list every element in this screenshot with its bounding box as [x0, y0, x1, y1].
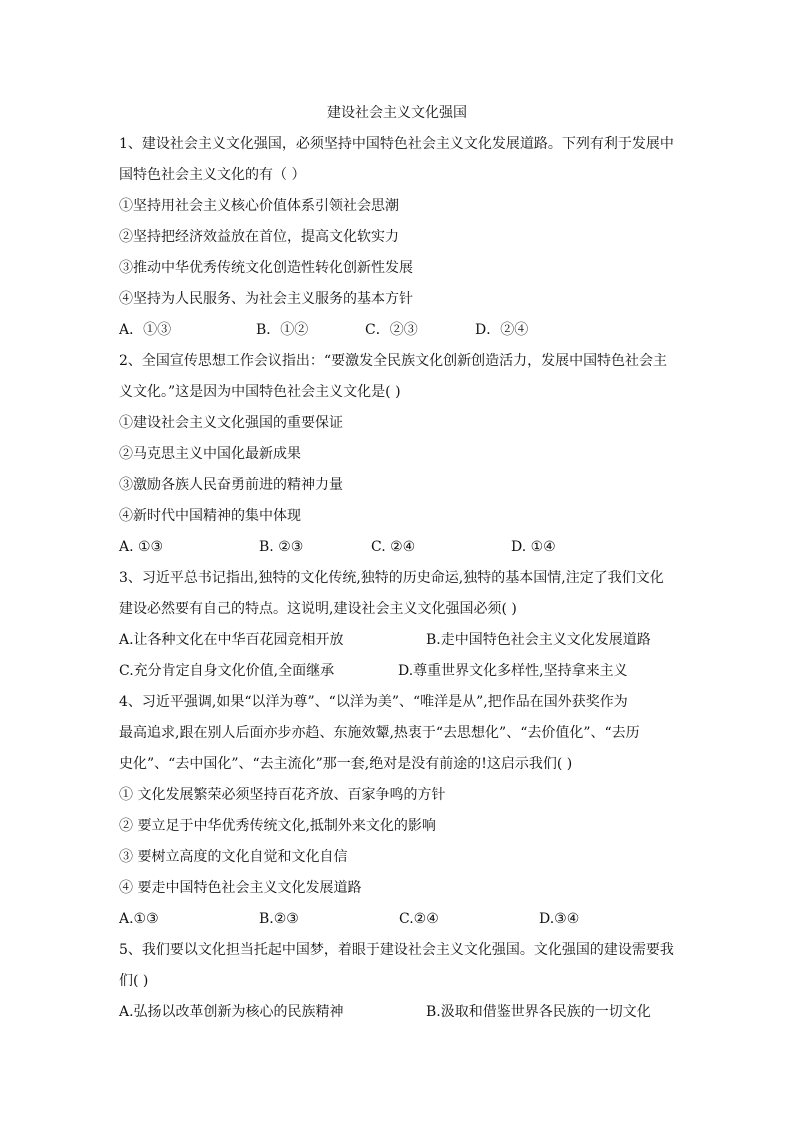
question-2-item-2: ②马克思主义中国化最新成果 [119, 446, 301, 462]
option-a: A.弘扬以改革创新为核心的民族精神 [119, 1004, 344, 1020]
option-a: A．①③ [119, 322, 172, 338]
question-4-item-4: ④ 要走中国特色社会主义文化发展道路 [119, 880, 362, 896]
question-2-stem: 2、全国宣传思想工作会议指出：“要激发全民族文化创新创造活力，发展中国特色社会主 [119, 353, 668, 369]
question-2-item-3: ③激励各族人民奋勇前进的精神力量 [119, 477, 343, 493]
question-5-options-row-1 [119, 999, 681, 1030]
question-1-options [119, 317, 681, 348]
option-d: D．②④ [475, 322, 529, 338]
option-b: B．①② [256, 322, 309, 338]
question-2-options [119, 534, 681, 565]
question-5-stem: 5、我们要以文化担当托起中国梦，着眼于建设社会主义文化强国。文化强国的建设需要我 [119, 942, 674, 958]
question-3-stem: 3、习近平总书记指出,独特的文化传统,独特的历史命运,独特的基本国情,注定了我们文化 [119, 570, 664, 586]
option-b: B. ②③ [259, 539, 304, 555]
question-1-item-3: ③推动中华优秀传统文化创造性转化创新性发展 [119, 260, 413, 276]
question-2-stem-cont: 义文化。”这是因为中国特色社会主义文化是( ) [119, 384, 401, 400]
question-4-stem: 4、习近平强调,如果“以洋为尊”、“以洋为美”、“唯洋是从”,把作品在国外获奖作为 [119, 694, 628, 710]
question-4-stem-cont-1: 最高追求,跟在别人后面亦步亦趋、东施效颦,热衷于“去思想化”、“去价值化”、“去历 [119, 725, 640, 741]
question-4-stem-cont-2: 史化”、“去中国化”、“去主流化”那一套,绝对是没有前途的!这启示我们( ) [119, 756, 573, 772]
question-list [119, 131, 681, 1030]
option-a: A. ①③ [119, 539, 164, 555]
option-c: C.②④ [399, 911, 439, 927]
option-b: B.②③ [259, 911, 299, 927]
option-d: D.③④ [539, 911, 580, 927]
question-3-options-row-1 [119, 627, 681, 658]
question-1-item-1: ①坚持用社会主义核心价值体系引领社会思潮 [119, 198, 399, 214]
question-3-stem-cont: 建设必然要有自己的特点。这说明,建设社会主义文化强国必须( ) [119, 601, 517, 617]
question-3-options-row-2 [119, 658, 681, 689]
option-a: A.①③ [119, 911, 159, 927]
question-1-stem: 1、建设社会主义文化强国，必须坚持中国特色社会主义文化发展道路。下列有利于发展中 [119, 136, 674, 152]
question-1-item-2: ②坚持把经济效益放在首位，提高文化软实力 [119, 229, 399, 245]
question-2-item-1: ①建设社会主义文化强国的重要保证 [119, 415, 343, 431]
option-b: B.走中国特色社会主义文化发展道路 [426, 632, 651, 648]
question-2-item-4: ④新时代中国精神的集中体现 [119, 508, 301, 524]
question-4-options [119, 906, 681, 937]
question-1-stem-cont: 国特色社会主义文化的有（ ） [119, 167, 306, 183]
question-4-item-1: ① 文化发展繁荣必须坚持百花齐放、百家争鸣的方针 [119, 787, 446, 803]
question-1-item-4: ④坚持为人民服务、为社会主义服务的基本方针 [119, 291, 413, 307]
question-5-stem-cont: 们( ) [119, 973, 149, 989]
question-4-item-2: ② 要立足于中华优秀传统文化,抵制外来文化的影响 [119, 818, 436, 834]
option-d: D.尊重世界文化多样性,坚持拿来主义 [398, 663, 628, 679]
question-4-item-3: ③ 要树立高度的文化自觉和文化自信 [119, 849, 348, 865]
option-b: B.汲取和借鉴世界各民族的一切文化 [426, 1004, 651, 1020]
option-a: A.让各种文化在中华百花园竞相开放 [119, 632, 344, 648]
option-c: C. ②④ [371, 539, 416, 555]
option-c: C.充分肯定自身文化价值,全面继承 [119, 663, 335, 679]
option-d: D. ①④ [511, 539, 556, 555]
option-c: C．②③ [365, 322, 418, 338]
page-title: 建设社会主义文化强国 [327, 105, 467, 121]
